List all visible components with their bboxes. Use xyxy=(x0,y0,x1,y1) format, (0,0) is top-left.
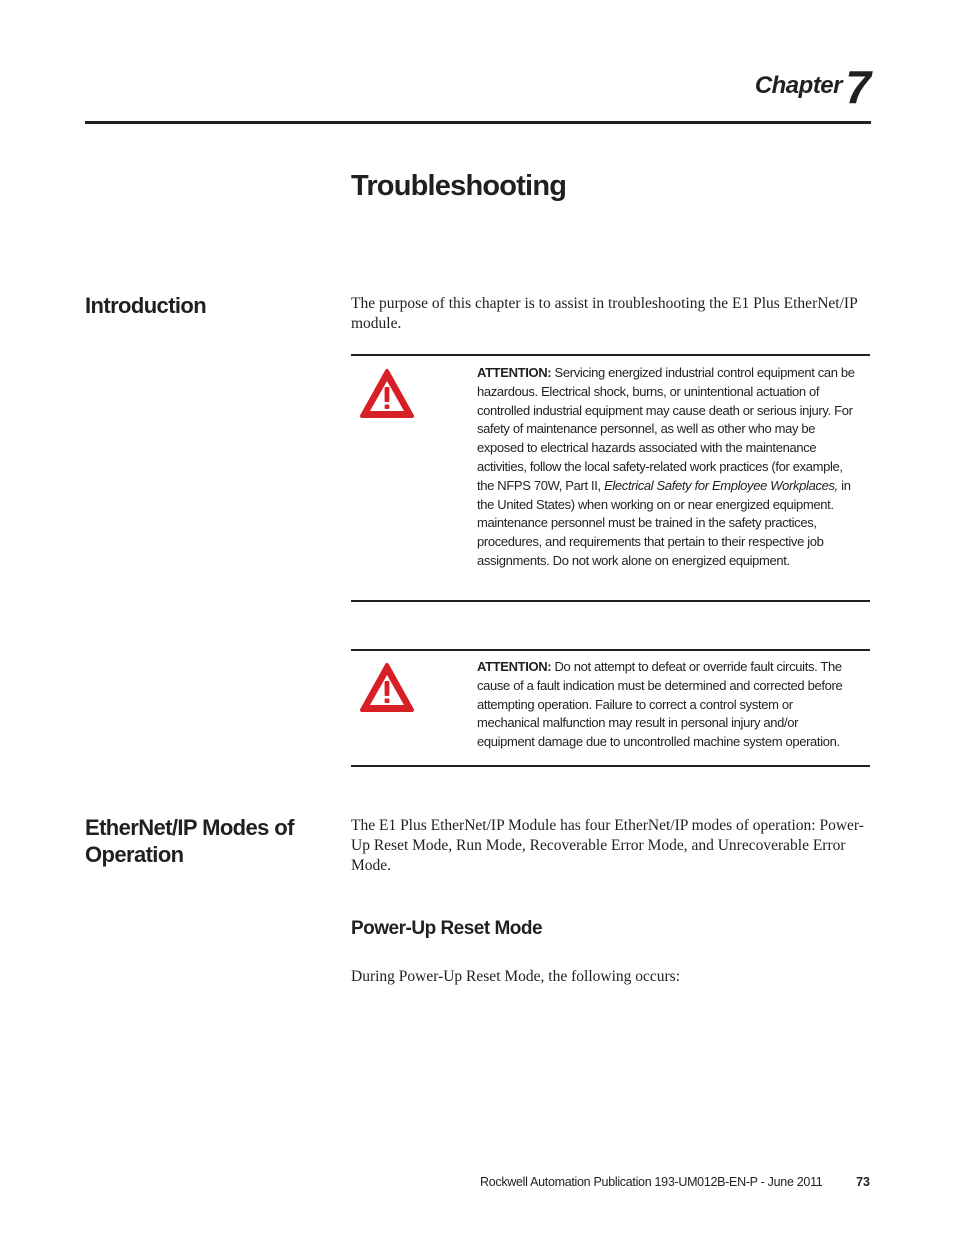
chapter-number: 7 xyxy=(845,61,870,113)
attention-box-fault-circuits xyxy=(351,649,870,767)
warning-triangle-icon xyxy=(359,368,415,420)
power-up-body: During Power-Up Reset Mode, the following occurs: xyxy=(351,968,681,985)
attention-box-servicing xyxy=(351,354,870,602)
attention-label: ATTENTION: xyxy=(477,659,552,674)
attention-body-part-2: in the United States) when working on or near energized equipment. maintenance personnel must be trained in the safety practices, procedures, and requirements that pertain to their respective job assignments. Do not work alone on energized equipment. xyxy=(477,477,851,568)
introduction-body: The purpose of this chapter is to assist in troubleshooting the E1 Plus EtherNet/IP module. xyxy=(351,295,858,332)
chapter-rule xyxy=(85,121,871,124)
attention-text-servicing xyxy=(477,364,857,571)
attention-body: Do not attempt to defeat or override fault circuits. The cause of a fault indication must be determined and corrected before attempting operation. Failure to correct a control system or mechanical malfunction may result in personal injury and/or equipment damage due to uncontrolled machine system operation. xyxy=(477,659,843,750)
introduction-heading: Introduction xyxy=(85,293,207,318)
warning-triangle-icon xyxy=(359,662,415,714)
attention-body-italic: Electrical Safety for Employee Workplaces, xyxy=(604,477,838,493)
attention-body-part-1: Servicing energized industrial control equipment can be hazardous. Electrical shock, burns, or unintentional actuation of controlled industrial equipment may cause death or serious injury. For safety of maintenance personnel, as well as other who may be exposed to electrical hazards associated with the maintenance activities, follow the local safety-related work practices (for example, the NFPS 70W, Part II, xyxy=(477,365,855,493)
footer-publication: Rockwell Automation Publication 193-UM012B-EN-P - June 2011 xyxy=(480,1175,823,1189)
power-up-heading: Power-Up Reset Mode xyxy=(351,918,543,939)
page-title: Troubleshooting xyxy=(351,170,567,202)
attention-text-fault-circuits xyxy=(477,658,857,752)
modes-body: The E1 Plus EtherNet/IP Module has four EtherNet/IP modes of operation: Power-Up Reset Mode, Run Mode, Recoverable Error Mode, and Unrecoverable Error Mode. xyxy=(351,817,864,874)
footer-page-number: 73 xyxy=(856,1175,870,1189)
modes-heading: EtherNet/IP Modes of Operation xyxy=(85,815,294,867)
chapter-label: Chapter xyxy=(754,72,842,99)
attention-label: ATTENTION: xyxy=(477,365,552,380)
